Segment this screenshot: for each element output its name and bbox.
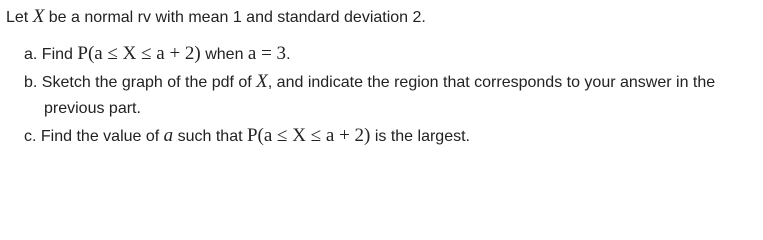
item-c-marker: c. [24, 128, 37, 145]
item-b [24, 70, 758, 95]
item-b-math-1: X [256, 71, 268, 92]
intro-text-1: Let [6, 9, 33, 26]
item-a-text-2: when [200, 46, 248, 63]
item-c-math-2: P(a ≤ X ≤ a + 2) [246, 125, 371, 146]
intro-math-x: X [32, 6, 45, 27]
item-a [24, 42, 758, 67]
item-c [24, 124, 758, 149]
item-a-text-3: . [286, 46, 291, 63]
item-a-math-1: P(a ≤ X ≤ a + 2) [77, 43, 201, 64]
item-b-text-1: Sketch the graph of the pdf of [41, 74, 257, 91]
problem-intro [6, 5, 426, 30]
item-c-text-1: Find the value of [40, 128, 164, 145]
item-c-math-1: a [163, 125, 174, 146]
item-b-continuation: previous part. [44, 100, 141, 117]
item-b-marker: b. [24, 74, 38, 91]
item-a-math-2: a = 3 [247, 43, 287, 64]
item-c-text-3: is the largest. [370, 128, 470, 145]
item-a-text-1: Find [41, 46, 78, 63]
intro-text-2: be a normal rv with mean 1 and standard deviation 2. [44, 9, 426, 26]
item-a-marker: a. [24, 46, 38, 63]
item-c-text-2: such that [173, 128, 247, 145]
item-b-text-2: , and indicate the region that corresponds to your answer in the [267, 74, 716, 91]
